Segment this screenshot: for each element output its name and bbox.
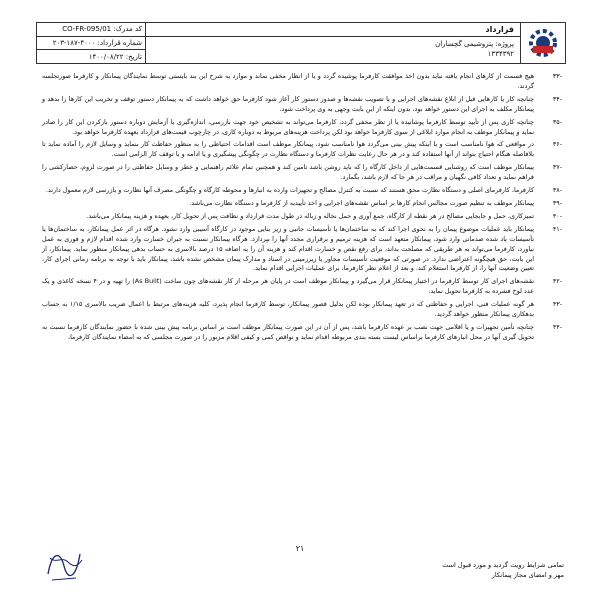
contract-number: شماره قرارداد: ۴۰۰۰-۱۸۷-۲۰۳ (37, 37, 145, 51)
contract-date: تاریخ: ۱۴۰۰/۰۸/۲۲ (88, 52, 142, 61)
document-title: قرارداد (485, 25, 514, 34)
clause-text: هیچ قسمت از کارهای انجام یافته نباید بدون اخذ موافقت کارفرما پوشیده گردد و یا از انظار مخفی بماند و موارد به شرح این بند بایستی توسط نمایندگان پیمانکار و کارفرما صورتجلسه گردند. (42, 72, 534, 90)
clause-text: چنانچه کاری پس از تأیید توسط کارفرما پوشانیده یا از نظر مخفی گردد، کارفرما می‌تواند به تشخیص خود جهت بازرسی، اندازه‌گیری یا آزمایش دوباره دستور بازکردن این کار را صادر نماید و پیمانکار موظف به انجام موارد ابلاغی از سوی کارفرما خواهد بود لکن پرداخت هزینه‌های مربوط به دوباره کاری، در چارچوب قیمت‌های قرارداد بعهده کارفرما خواهد بود. (42, 117, 534, 136)
clause-number: -۳۵ (552, 117, 562, 126)
clause-item (38, 163, 564, 183)
document-header (36, 22, 566, 64)
clause-text: چنانچه کار یا کارهایی قبل از ابلاغ نقشه‌های اجرایی و یا تصویب نقشه‌ها و صدور دستور کار آغاز شود کارفرما حق خواهد داشت که به پیمانکار دستور توقف و تخریب این کارها را بدهد و پیمانکار مکلف به اجرای این دستور خواهد بود، بدون اینکه از این بابت وجهی به وی پرداخت شود. (42, 94, 534, 113)
stamp-signature-icon (42, 544, 86, 584)
signature-line: مهر و امضای مجاز پیمانکار (491, 571, 564, 579)
clause-number: -۴۲ (552, 277, 562, 286)
clause-text: تمیزکاری، حمل و جابجایی مصالح در هر نقطه از کارگاه، جمع آوری و حمل نخاله و زباله در طول مدت قرارداد و نظافت پس از تحویل کار، بعهده و هزینه پیمانکار می‌باشد. (86, 211, 534, 220)
contract-clauses (38, 72, 564, 542)
project-info (146, 37, 520, 63)
clause-text: پیمانکار موظف به تنظیم صورت مجالس انجام کارها بر اساس نقشه‌های اجرایی و اخذ تأییدیه از کارفرما و دستگاه نظارت می‌باشد. (189, 198, 534, 207)
clause-item (38, 277, 564, 297)
gear-logo-icon (524, 26, 562, 60)
clause-text: کارفرما، کارفرمای اصلی و دستگاه نظارت محق هستند که نسبت به کنترل مصالح و تجهیزات وارده به انبارها و محوطه کارگاه و چگونگی مصرف آنها نظارت و بازرسی لازم معمول دارند. (45, 186, 534, 195)
clause-item (38, 212, 564, 222)
clause-text: در مواقعی که هوا نامناسب است و یا اینکه پیش بینی می‌گردد هوا نامناسب شود، پیمانکار موظف است اقدامات احتیاطی را به منظور حفاظت کار بنماید و وسایل لازم را آماده نماید تا بلافاصله هنگام احتیاج بتواند از آنها استفاده کند و در هر حال رعایت نظرات کارفرما و دستگاه نظارت در چگونگی پیشگیری و یا ادامه و یا توقف کار الزامی است. (42, 140, 534, 159)
clause-number: -۴۰ (552, 211, 562, 220)
clause-number: -۳۴ (552, 94, 562, 103)
clause-number: -۴۳ (552, 300, 562, 309)
clause-item (38, 225, 564, 275)
clause-number: -۴۴ (552, 322, 562, 331)
header-title-row (146, 23, 520, 37)
clause-number: -۳۶ (552, 140, 562, 149)
clause-number: -۳۹ (552, 198, 562, 207)
acceptance-note (164, 560, 564, 580)
clause-number: -۳۳ (552, 72, 562, 80)
clause-text: هر گونه عملیات فنی، اجرایی و حفاظتی که در تعهد پیمانکار بوده لکن بدلیل قصور پیمانکار، توسط کارفرما انجام پذیرد، کلیه هزینه‌های مرتبط با اعمال ضریب بالاسری ۱/۱۵ به حساب بدهکاری پیمانکار منظور خواهد گردید. (42, 300, 534, 319)
clause-item (38, 140, 564, 160)
acceptance-line: تمامی شرایط رویت گردید و مورد قبول است (442, 561, 564, 569)
company-logo (520, 23, 565, 63)
clause-item (38, 72, 564, 92)
project-label: پروژه: پتروشیمی گچساران (435, 40, 514, 48)
clause-text: نقشه‌های اجرای کار توسط کارفرما در اختیار پیمانکار قرار می‌گیرد و پیمانکار موظف است در پایان هر مرحله از کار نقشه‌های چون ساخت (As Built) را تهیه و در ۴ نسخه کاغذی و یک عدد لوح فشرده به کارفرما تحویل نماید. (42, 277, 534, 296)
clause-text: پیمانکار موظف است که روشنایی قسمت‌هایی از داخل کارگاه را که باید روشن باشد تامین کند و همچنین تمام علائم راهنمایی و خطر و وسایل حفاظتی را در صورت لزوم، حصارکشی را فراهم نماید و تعداد کافی نگهبان و مراقب در هر جا که لازم باشد، بگمارد. (42, 163, 534, 182)
clause-text: پیمانکار باید عملیات موضوع پیمان را به نحوی اجرا کند که به ساختمان‌ها یا تأسیسات جانبی و زیر بنایی موجود در کارگاه آسیبی وارد نشود. هرگاه در اثر عمل پیمانکار، به ساختمان‌ها یا تأسیسات یاد شده صدماتی وارد شود، پیمانکار متعهد است که هزینه ترمیم و برقراری مجدد آنها را بپردازد. هرگاه پیمانکار نسبت به جبران خسارت وارد شده اقدام لازم و فوری به عمل نیاورد، کارفرما می‌تواند به هر طریقی که مصلحت بداند، برای رفع نقص و خسارت اقدام کند و هزینه آن را به اضافه ۱۵ درصد بالاسری به حساب بدهی پیمانکار منظور نماید. پیمانکار، از این بابت، حق هیچگونه اعتراضی ندارد. در صورتی که موقعیت تأسیسات مجاور یا زیرزمینی در اسناد و مدارک پیمان مشخص نشده باشد، پیمانکار باید با توجه به برنامه زمانی اجرای کار، تعیین وضعیت آنها را، از کارفرما استعلام کند. و بعد از اعلام نظر کارفرما، برای عملیات اجرایی اقدام نماید. (42, 224, 534, 273)
clause-number: -۳۸ (552, 186, 562, 195)
document-meta (37, 23, 146, 63)
clause-number: -۳۷ (552, 163, 562, 172)
clause-item (38, 186, 564, 196)
clause-item (38, 118, 564, 138)
clause-number: -۴۱ (552, 224, 562, 233)
clause-item (38, 300, 564, 320)
document-code: کد مدرک: CO-FR-095/01 (37, 23, 145, 37)
page-footer (36, 544, 564, 588)
header-center (146, 23, 520, 63)
project-number: ۱۳۳۴۳۹۲ (487, 50, 514, 58)
clause-item (38, 323, 564, 343)
clause-item (38, 199, 564, 209)
clause-item (38, 95, 564, 115)
clause-text: چنانچه تأمین تجهیزات و یا اقلامی جهت نصب بر عهده کارفرما باشد، پس از آن در این صورت پیمانکار موظف است بر اساس برنامه پیش بینی شده با حضور نمایندگان کارفرما نسبت به تحویل گیری آنها در محل انبارهای کارفرما براساس لیست بسته بندی مربوطه اقدام نماید و نواقص کمی و کیفی اقلام مزبور را در صورت مجلسی که به امضاء نمایندگان کارفرما، (42, 322, 534, 341)
page-number: ۲۱ (295, 544, 305, 553)
